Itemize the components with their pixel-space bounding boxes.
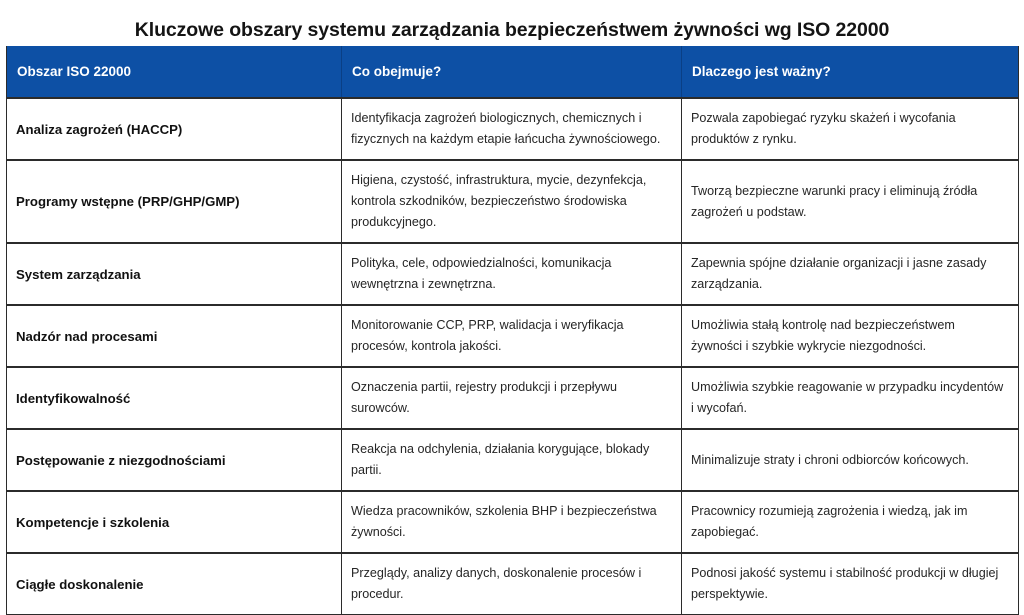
cell-scope: Higiena, czystość, infrastruktura, mycie, dezynfekcja, kontrola szkodników, bezpieczeństwo środowiska produkcyjnego.: [342, 160, 682, 243]
cell-area: Analiza zagrożeń (HACCP): [7, 98, 342, 160]
iso-22000-table: [6, 46, 1019, 615]
table-row: [7, 243, 1019, 305]
cell-scope: Reakcja na odchylenia, działania korygujące, blokady partii.: [342, 429, 682, 491]
cell-why: Minimalizuje straty i chroni odbiorców końcowych.: [682, 429, 1019, 491]
table-row: [7, 98, 1019, 160]
column-header-why: Dlaczego jest ważny?: [682, 46, 1019, 98]
cell-why: Pracownicy rozumieją zagrożenia i wiedzą, jak im zapobiegać.: [682, 491, 1019, 553]
cell-area: Identyfikowalność: [7, 367, 342, 429]
cell-scope: Polityka, cele, odpowiedzialności, komunikacja wewnętrzna i zewnętrzna.: [342, 243, 682, 305]
cell-area: Ciągłe doskonalenie: [7, 553, 342, 615]
column-header-area: Obszar ISO 22000: [7, 46, 342, 98]
cell-why: Umożliwia szybkie reagowanie w przypadku incydentów i wycofań.: [682, 367, 1019, 429]
cell-why: Podnosi jakość systemu i stabilność produkcji w długiej perspektywie.: [691, 566, 999, 602]
table-row: [7, 491, 1019, 553]
column-header-scope: Co obejmuje?: [342, 46, 682, 98]
page-title: Kluczowe obszary systemu zarządzania bezpieczeństwem żywności wg ISO 22000: [134, 19, 890, 42]
cell-scope: Przeglądy, analizy danych, doskonalenie procesów i procedur.: [342, 553, 682, 615]
table-row: [7, 160, 1019, 243]
table-row: [7, 367, 1019, 429]
table-body: [7, 98, 1019, 615]
cell-scope: Oznaczenia partii, rejestry produkcji i przepływu surowców.: [342, 367, 682, 429]
iso-table-container: [6, 46, 1018, 615]
cell-why: Pozwala zapobiegać ryzyku skażeń i wycofania produktów z rynku.: [682, 98, 1019, 160]
cell-scope: Wiedza pracowników, szkolenia BHP i bezpieczeństwa żywności.: [342, 491, 682, 553]
cell-area: Nadzór nad procesami: [7, 305, 342, 367]
cell-why: Tworzą bezpieczne warunki pracy i eliminują źródła zagrożeń u podstaw.: [682, 160, 1019, 243]
cell-area: Kompetencje i szkolenia: [7, 491, 342, 553]
cell-area: Programy wstępne (PRP/GHP/GMP): [7, 160, 342, 243]
table-row: [7, 429, 1019, 491]
cell-area: Postępowanie z niezgodnościami: [7, 429, 342, 491]
table-row: [7, 553, 1019, 615]
cell-why: Zapewnia spójne działanie organizacji i jasne zasady zarządzania.: [682, 243, 1019, 305]
cell-scope: Identyfikacja zagrożeń biologicznych, chemicznych i fizycznych na każdym etapie łańcucha żywnościowego.: [342, 98, 682, 160]
cell-why: Umożliwia stałą kontrolę nad bezpieczeństwem żywności i szybkie wykrycie niezgodności.: [682, 305, 1019, 367]
page-root: [0, 13, 1024, 602]
cell-area: System zarządzania: [7, 243, 342, 305]
cell-scope: Monitorowanie CCP, PRP, walidacja i weryfikacja procesów, kontrola jakości.: [342, 305, 682, 367]
table-row: [7, 305, 1019, 367]
table-header: [7, 46, 1019, 98]
table-header-row: [7, 46, 1019, 98]
